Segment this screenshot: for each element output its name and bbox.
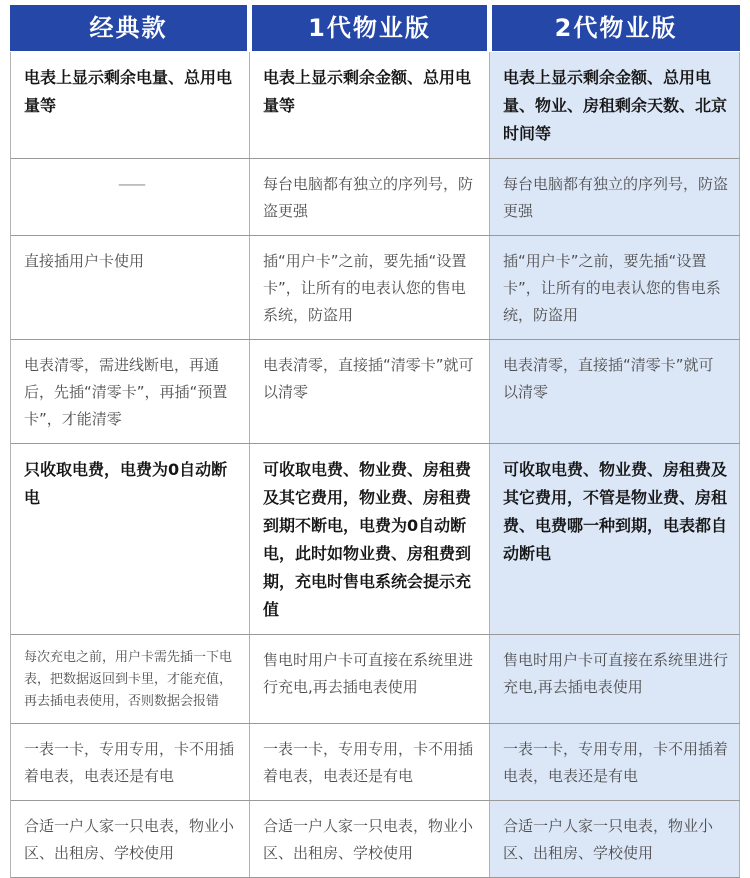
table-cell: 每台电脑都有独立的序列号，防盗更强 — [490, 159, 740, 235]
table-cell: 合适一户人家一只电表，物业小区、出租房、学校使用 — [250, 801, 490, 877]
table-cell: 电表清零，需进线断电，再通后，先插“清零卡”，再插“预置卡”，才能清零 — [11, 340, 250, 443]
table-cell: 插“用户卡”之前，要先插“设置卡”，让所有的电表认您的售电系统，防盗用 — [250, 236, 490, 339]
table-cell: 合适一户人家一只电表，物业小区、出租房、学校使用 — [490, 801, 740, 877]
table-row — [11, 801, 740, 878]
table-cell: 可收取电费、物业费、房租费及其它费用，物业费、房租费到期不断电，电费为0自动断电，此时如物业费、房租费到期，充电时售电系统会提示充值 — [250, 444, 490, 634]
table-cell: 只收取电费，电费为0自动断电 — [11, 444, 250, 634]
header-cell-gen2: 2代物业版 — [492, 5, 740, 51]
table-cell: 电表上显示剩余电量、总用电量等 — [11, 52, 250, 158]
table-header-row — [10, 5, 740, 51]
table-cell: 电表清零，直接插“清零卡”就可以清零 — [490, 340, 740, 443]
table-row — [11, 635, 740, 724]
table-row — [11, 52, 740, 159]
table-cell: 一表一卡，专用专用，卡不用插着电表，电表还是有电 — [250, 724, 490, 800]
comparison-table — [10, 5, 740, 878]
table-cell: 电表上显示剩余金额、总用电量、物业、房租剩余天数、北京时间等 — [490, 52, 740, 158]
table-cell-empty-dash: —— — [11, 159, 250, 235]
table-cell: 合适一户人家一只电表，物业小区、出租房、学校使用 — [11, 801, 250, 877]
table-cell: 每次充电之前，用户卡需先插一下电表，把数据返回到卡里，才能充值，再去插电表使用，否则数据会报错 — [11, 635, 250, 723]
table-row — [11, 724, 740, 801]
table-body — [10, 52, 740, 878]
table-cell: 插“用户卡”之前，要先插“设置卡”，让所有的电表认您的售电系统，防盗用 — [490, 236, 740, 339]
table-cell: 可收取电费、物业费、房租费及其它费用，不管是物业费、房租费、电费哪一种到期，电表都自动断电 — [490, 444, 740, 634]
table-cell: 一表一卡，专用专用，卡不用插着电表，电表还是有电 — [490, 724, 740, 800]
table-cell: 电表上显示剩余金额、总用电量等 — [250, 52, 490, 158]
header-cell-gen1: 1代物业版 — [252, 5, 487, 51]
table-row — [11, 159, 740, 236]
table-cell: 电表清零，直接插“清零卡”就可以清零 — [250, 340, 490, 443]
table-cell: 售电时用户卡可直接在系统里进行充电,再去插电表使用 — [490, 635, 740, 723]
table-cell: 每台电脑都有独立的序列号，防盗更强 — [250, 159, 490, 235]
table-row — [11, 340, 740, 444]
table-cell: 一表一卡，专用专用，卡不用插着电表，电表还是有电 — [11, 724, 250, 800]
table-cell: 直接插用户卡使用 — [11, 236, 250, 339]
table-cell: 售电时用户卡可直接在系统里进行充电,再去插电表使用 — [250, 635, 490, 723]
header-cell-classic: 经典款 — [10, 5, 247, 51]
table-row — [11, 444, 740, 635]
table-row — [11, 236, 740, 340]
